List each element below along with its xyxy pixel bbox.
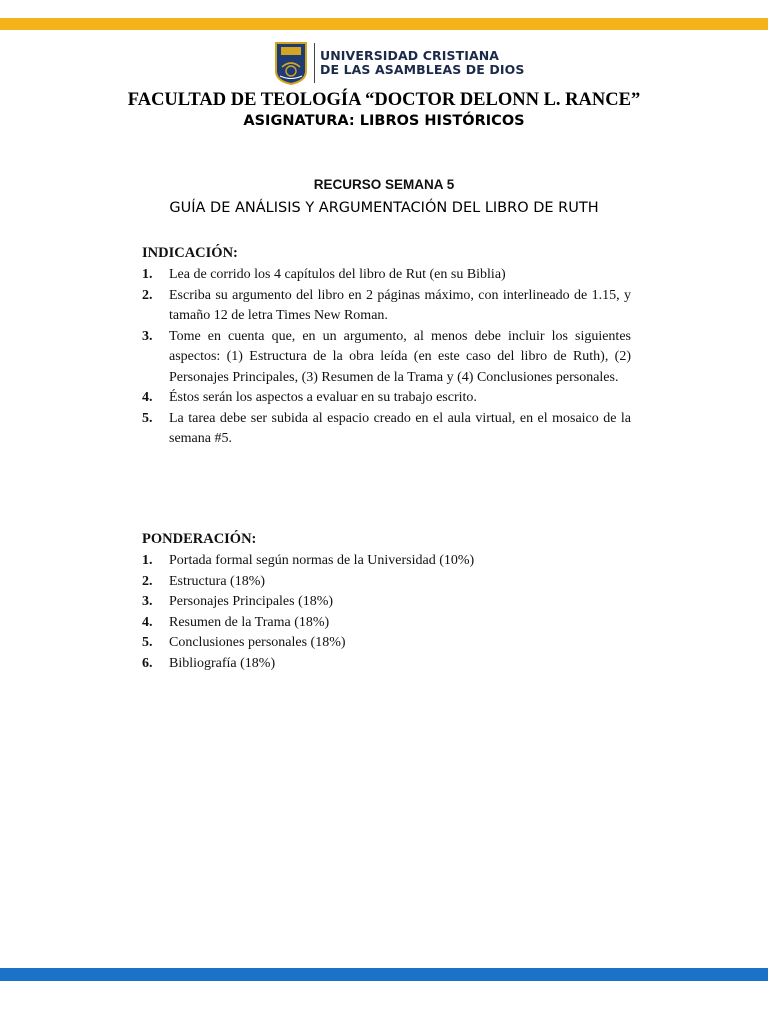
guide-title: GUÍA DE ANÁLISIS Y ARGUMENTACIÓN DEL LIBRO DE RUTH	[169, 200, 599, 216]
list-item	[142, 286, 631, 327]
list-item	[142, 551, 631, 572]
list-item-number: 4.	[142, 614, 153, 630]
university-name-line2: DE LAS ASAMBLEAS DE DIOS	[320, 62, 525, 77]
list-item-text: Bibliografía (18%)	[169, 655, 276, 671]
list-item-text: Personajes Principales (18%)	[169, 594, 334, 609]
list-item-number: 5.	[142, 410, 153, 426]
list-item	[142, 613, 631, 634]
list-item-number: 2.	[142, 287, 153, 303]
list-item-text: Tome en cuenta que, en un argumento, al menos debe incluir los siguientes aspectos: (1) Estructura de la obra leída (en este caso del libro de Ruth), (2) Personajes Principales, (3) Resumen de la Trama y (4) Conclusiones personales.	[169, 328, 631, 385]
list-item-text: Estructura (18%)	[169, 573, 266, 589]
list-item	[142, 633, 631, 654]
list-item-number: 3.	[142, 328, 153, 344]
list-item-text: Éstos serán los aspectos a evaluar en su trabajo escrito.	[169, 390, 477, 405]
list-item-text: Portada formal según normas de la Universidad (10%)	[169, 553, 475, 568]
faculty-title: FACULTAD DE TEOLOGÍA “DOCTOR DELONN L. RANCE”	[127, 90, 641, 110]
list-item-text: Resumen de la Trama (18%)	[169, 614, 330, 630]
list-item	[142, 572, 631, 593]
university-name-line1: UNIVERSIDAD CRISTIANA	[320, 48, 500, 63]
list-item-text: Conclusiones personales (18%)	[169, 635, 346, 650]
list-item-text: Escriba su argumento del libro en 2 páginas máximo, con interlineado de 1.15, y tamaño 12 de letra Times New Roman.	[169, 287, 631, 323]
list-item-text: Lea de corrido los 4 capítulos del libro de Rut (en su Biblia)	[169, 267, 506, 282]
list-item-text: La tarea debe ser subida al espacio creado en el aula virtual, en el mosaico de la semana #5.	[169, 410, 631, 446]
university-crest-icon	[274, 41, 308, 85]
list-item	[142, 327, 631, 389]
list-item	[142, 388, 631, 409]
top-accent-bar	[0, 18, 768, 30]
indication-list	[142, 265, 631, 450]
list-item-number: 1.	[142, 267, 153, 282]
logo-divider	[314, 43, 315, 83]
university-name	[320, 49, 524, 77]
list-item-number: 1.	[142, 553, 153, 568]
bottom-accent-bar	[0, 968, 768, 981]
weighting-list	[142, 551, 631, 674]
list-item-number: 4.	[142, 390, 153, 405]
university-logo	[274, 40, 524, 86]
list-item-number: 6.	[142, 655, 153, 671]
list-item	[142, 409, 631, 450]
list-item-number: 2.	[142, 573, 153, 589]
list-item-number: 5.	[142, 635, 153, 650]
list-item	[142, 654, 631, 675]
weighting-heading: PONDERACIÓN:	[142, 531, 257, 547]
subject-title: ASIGNATURA: LIBROS HISTÓRICOS	[243, 113, 525, 129]
list-item-number: 3.	[142, 594, 153, 609]
indication-heading: INDICACIÓN:	[142, 245, 238, 261]
resource-week: RECURSO SEMANA 5	[313, 177, 455, 192]
list-item	[142, 265, 631, 286]
list-item	[142, 592, 631, 613]
